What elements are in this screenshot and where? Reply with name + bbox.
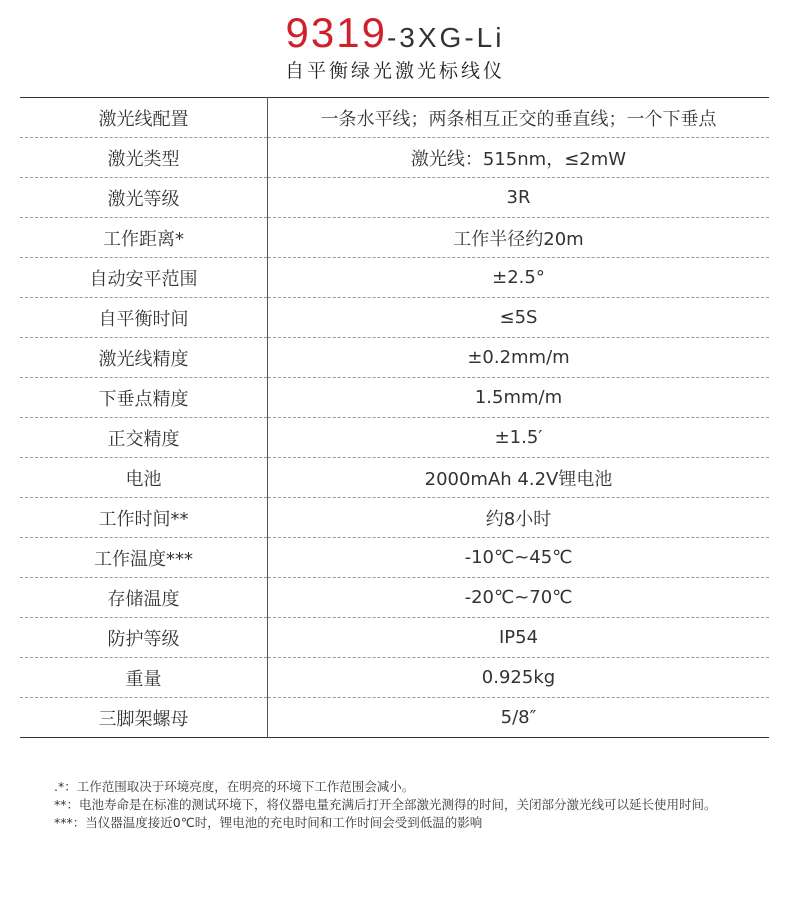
spec-row: [20, 378, 769, 418]
footnote-text: 电池寿命是在标准的测试环境下，将仪器电量充满后打开全部激光测得的时间，关闭部分激光线可以延长使用时间。: [79, 797, 717, 812]
spec-row: [20, 418, 769, 458]
model-title: [0, 8, 790, 58]
model-number: 9319: [285, 9, 387, 56]
spec-value: ≤5S: [268, 298, 770, 338]
spec-label: 正交精度: [20, 418, 268, 458]
spec-value: 5/8″: [500, 707, 537, 728]
footnote-text: 当仪器温度接近0℃时，锂电池的充电时间和工作时间会受到低温的影响: [85, 815, 483, 830]
spec-row: [20, 258, 769, 298]
spec-value: ±2.5°: [268, 258, 770, 298]
spec-value: ±1.5′: [268, 418, 770, 458]
model-suffix: -3XG-Li: [386, 22, 505, 53]
spec-value: 工作半径约20m: [268, 218, 770, 258]
footnote: [54, 814, 766, 832]
spec-label: 工作时间**: [20, 498, 268, 538]
spec-label: 自平衡时间: [20, 298, 268, 338]
spec-value: 激光线：515nm，≤2mW: [268, 138, 770, 178]
spec-row: [20, 98, 769, 138]
spec-value: 3R: [268, 178, 770, 218]
spec-label: 自动安平范围: [20, 258, 268, 298]
spec-value: 2000mAh 4.2V锂电池: [268, 458, 770, 498]
spec-row: [20, 658, 769, 698]
spec-value: 1.5mm/m: [268, 378, 770, 418]
spec-label: 三脚架螺母: [20, 698, 268, 738]
spec-row: [20, 218, 769, 258]
footnote-mark: .*：: [54, 779, 77, 794]
spec-label: 下垂点精度: [20, 378, 268, 418]
product-subtitle: 自平衡绿光激光标线仪: [284, 60, 505, 82]
footnote-text: 工作范围取决于环境亮度，在明亮的环境下工作范围会减小。: [76, 779, 415, 794]
spec-value: 约8小时: [268, 498, 770, 538]
spec-row: [20, 618, 769, 658]
spec-label: 激光等级: [20, 178, 268, 218]
spec-label: 激光线配置: [20, 98, 268, 138]
spec-label: 存储温度: [20, 578, 268, 618]
spec-value: -20℃~70℃: [268, 578, 770, 618]
spec-row: [20, 178, 769, 218]
spec-value: IP54: [268, 618, 770, 658]
spec-value: 0.925kg: [268, 658, 770, 698]
spec-row: [20, 698, 769, 738]
spec-row: [20, 578, 769, 618]
spec-label: 工作距离*: [20, 218, 268, 258]
spec-label: 激光线精度: [20, 338, 268, 378]
footnote: [54, 778, 766, 796]
spec-row: [20, 458, 769, 498]
spec-value: 一条水平线；两条相互正交的垂直线；一个下垂点: [268, 98, 770, 138]
spec-label: 工作温度***: [20, 538, 268, 578]
spec-label: 重量: [20, 658, 268, 698]
spec-value: ±0.2mm/m: [268, 338, 770, 378]
spec-row: [20, 138, 769, 178]
spec-table: [20, 97, 769, 738]
spec-row: [20, 498, 769, 538]
spec-row: [20, 338, 769, 378]
footnote-mark: ***：: [54, 815, 86, 830]
spec-value: -10℃~45℃: [268, 538, 770, 578]
spec-label: 防护等级: [20, 618, 268, 658]
spec-row: [20, 298, 769, 338]
footnote-mark: **：: [54, 797, 80, 812]
page-header: [0, 8, 790, 84]
spec-row: [20, 538, 769, 578]
footnotes: [54, 778, 766, 832]
spec-label: 激光类型: [20, 138, 268, 178]
spec-label: 电池: [20, 458, 268, 498]
footnote: [54, 796, 766, 814]
